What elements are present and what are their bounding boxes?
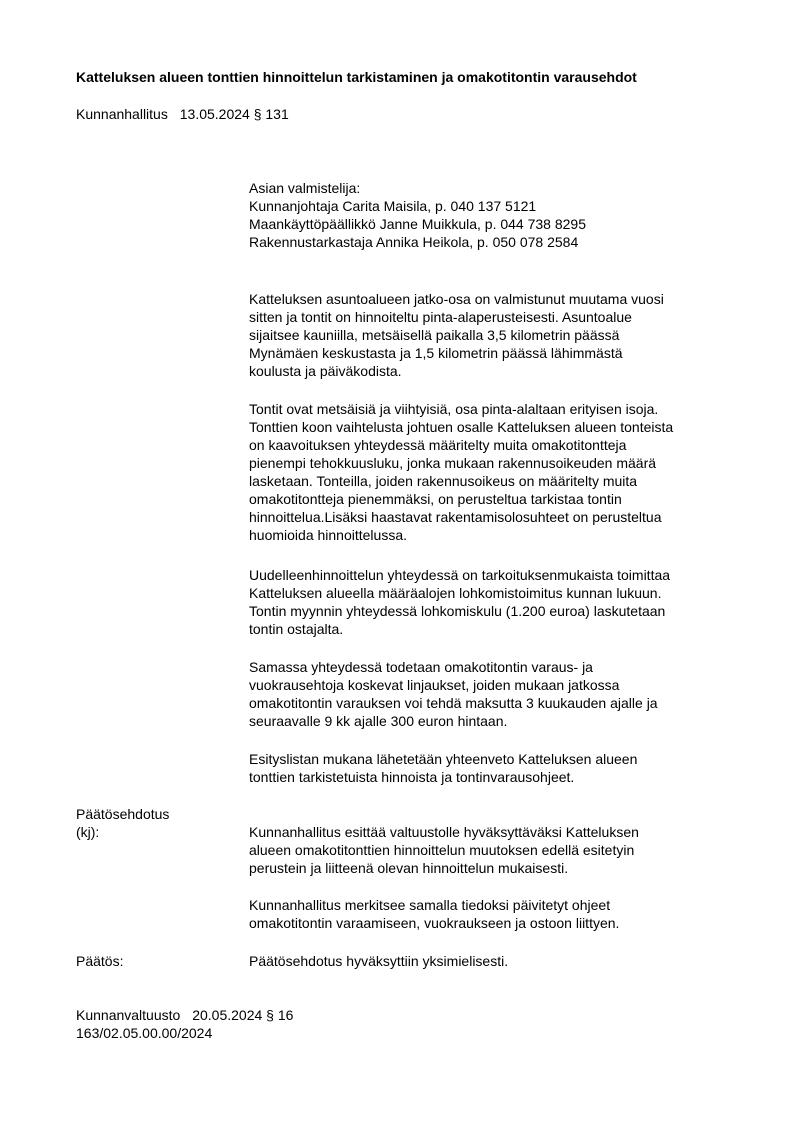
text-line: on kaavoituksen yhteydessä määritelty muita omakotitontteja — [249, 437, 627, 453]
text-line: Tontin myynnin yhteydessä lohkomiskulu (1.200 euroa) laskutetaan — [249, 603, 666, 619]
text-line: Esityslistan mukana lähetetään yhteenveto Katteluksen alueen — [249, 751, 638, 767]
preparer-block — [249, 179, 586, 251]
text-line: tontin ostajalta. — [249, 621, 344, 637]
text-line: tonttien tarkistetuista hinnoista ja tontinvarausohjeet. — [249, 769, 575, 785]
footer-meeting — [76, 1006, 293, 1024]
proposal-paragraph-2 — [249, 896, 619, 932]
text-line: hinnoittelua.Lisäksi haastavat rakentamisolosuhteet on perusteltua — [249, 509, 662, 525]
text-line: perustein ja liitteenä olevan hinnoittelun mukaisesti. — [249, 860, 569, 876]
paragraph-3 — [249, 566, 670, 638]
meeting-reference — [76, 106, 289, 122]
proposal-label-line1: Päätösehdotus — [76, 806, 170, 822]
footer-body: Kunnanvaltuusto — [76, 1007, 181, 1023]
text-line: omakotitontin varauksen voi tehdä maksutta 3 kuukauden ajalle ja — [249, 695, 658, 711]
preparer-line: Maankäyttöpäällikkö Janne Muikkula, p. 044 738 8295 — [249, 216, 586, 232]
text-line: Tonttien koon vaihtelusta johtuen osalle Katteluksen alueen tonteista — [249, 419, 674, 435]
paragraph-4 — [249, 658, 658, 730]
text-line: Katteluksen alueella määräalojen lohkomistoimitus kunnan lukuun. — [249, 585, 662, 601]
preparer-line: Kunnanjohtaja Carita Maisila, p. 040 137 5121 — [249, 198, 537, 214]
text-line: omakotitontin varaamiseen, vuokraukseen ja ostoon liittyen. — [249, 915, 620, 931]
text-line: huomioida hinnoittelussa. — [249, 527, 407, 543]
text-line: Samassa yhteydessä todetaan omakotitontin varaus- ja — [249, 659, 593, 675]
paragraph-1 — [249, 290, 664, 380]
meeting-date-ref: 13.05.2024 § 131 — [179, 106, 289, 122]
text-line: sijaitsee kauniilla, metsäisellä paikalla 3,5 kilometrin päässä — [249, 327, 620, 343]
paragraph-5 — [249, 750, 637, 786]
text-line: koulusta ja päiväkodista. — [249, 363, 402, 379]
preparer-line: Rakennustarkastaja Annika Heikola, p. 050 078 2584 — [249, 234, 579, 250]
text-line: pienempi tehokkuusluku, jonka mukaan rakennusoikeuden määrä — [249, 455, 657, 471]
decision-text-block — [249, 952, 508, 970]
text-line: vuokrausehtoja koskevat linjaukset, joiden mukaan jatkossa — [249, 677, 620, 693]
text-line: omakotitontteja pienemmäksi, on perusteltua tarkistaa tontin — [249, 491, 622, 507]
text-line: Kunnanhallitus merkitsee samalla tiedoksi päivitetyt ohjeet — [249, 897, 611, 913]
text-line: lasketaan. Tonteilla, joiden rakennusoikeus on määritelty muita — [249, 473, 638, 489]
text-line: Mynämäen keskustasta ja 1,5 kilometrin päässä lähimmästä — [249, 345, 623, 361]
text-line: Uudelleenhinnoittelun yhteydessä on tarkoituksenmukaista toimittaa — [249, 567, 671, 583]
document-title: Katteluksen alueen tonttien hinnoittelun tarkistaminen ja omakotitontin varausehdot — [76, 69, 637, 85]
text-line: sitten ja tontit on hinnoiteltu pinta-alaperusteisesti. Asuntoalue — [249, 309, 632, 325]
footer-reference — [76, 1006, 293, 1042]
decision-label: Päätös: — [76, 953, 124, 969]
paragraph-2 — [249, 400, 673, 544]
text-line: Tontit ovat metsäisiä ja viihtyisiä, osa pinta-alaltaan erityisen isoja. — [249, 401, 659, 417]
proposal-label-line2: (kj): — [76, 824, 100, 840]
footer-date-ref: 20.05.2024 § 16 — [192, 1007, 294, 1023]
proposal-label — [76, 805, 169, 841]
preparer-line: Asian valmistelija: — [249, 180, 361, 196]
text-line: alueen omakotitonttien hinnoittelun muutoksen edellä esitetyin — [249, 842, 635, 858]
proposal-paragraph-1 — [249, 823, 639, 877]
text-line: Kunnanhallitus esittää valtuustolle hyväksyttäväksi Katteluksen — [249, 824, 639, 840]
text-line: Katteluksen asuntoalueen jatko-osa on valmistunut muutama vuosi — [249, 291, 664, 307]
meeting-body: Kunnanhallitus — [76, 106, 168, 122]
decision-text: Päätösehdotus hyväksyttiin yksimielisesti. — [249, 953, 509, 969]
text-line: seuraavalle 9 kk ajalle 300 euron hintaan. — [249, 713, 508, 729]
record-number: 163/02.05.00.00/2024 — [76, 1025, 213, 1041]
